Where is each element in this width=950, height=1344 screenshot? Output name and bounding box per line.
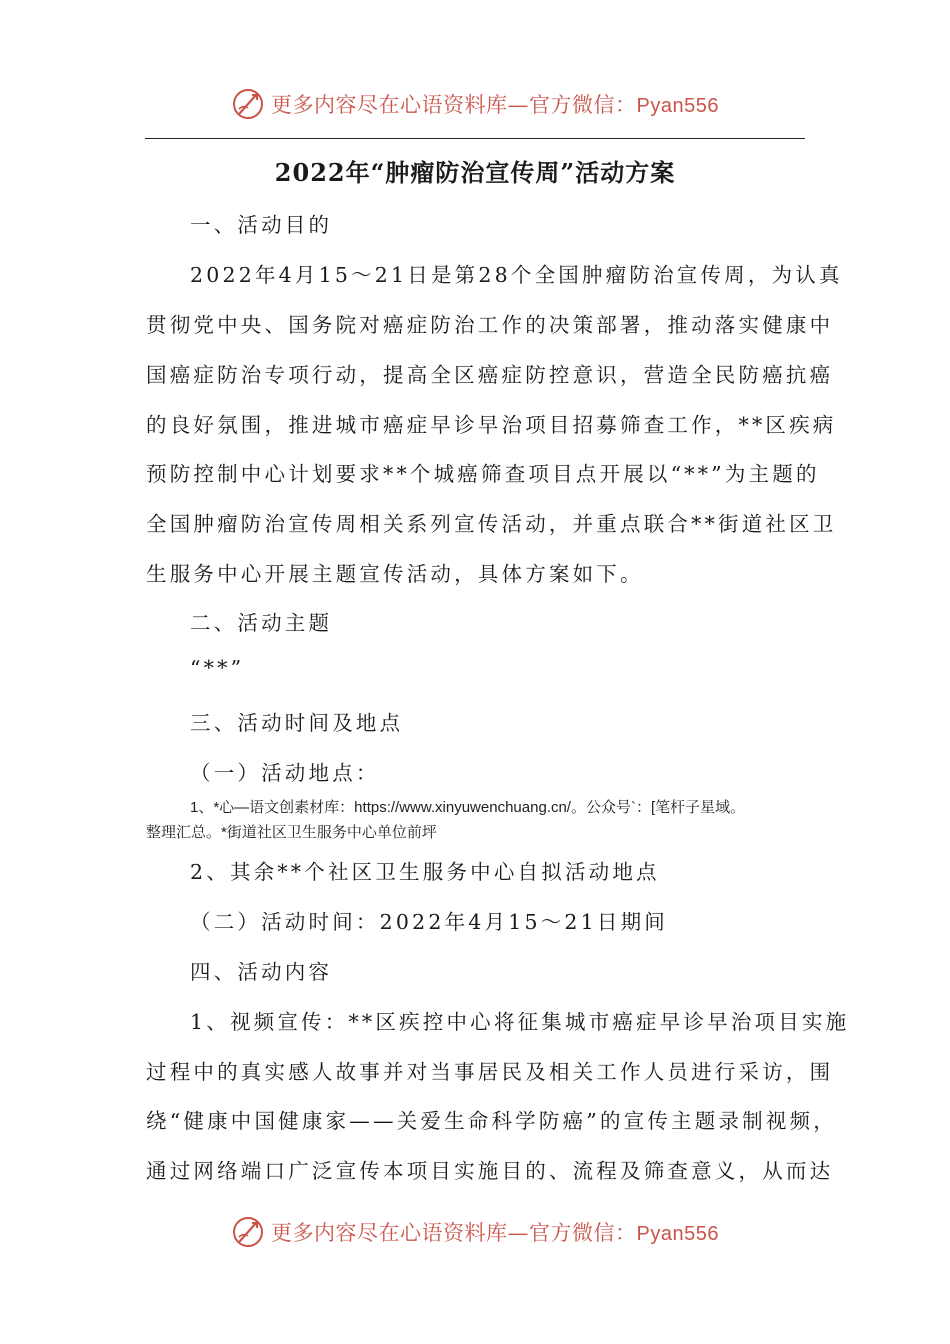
- paragraph-line: 贯彻党中央、国务院对癌症防治工作的决策部署，推动落实健康中: [146, 313, 834, 337]
- paragraph-line: 1、视频宣传：**区疾控中心将征集城市癌症早诊早治项目实施: [190, 1010, 850, 1034]
- document-title: 2022年“肿瘤防治宣传周”活动方案: [274, 158, 676, 187]
- subsection-heading: （二）活动时间：2022年4月15～21日期间: [190, 910, 668, 934]
- section-heading: 二、活动主题: [190, 611, 333, 635]
- section-heading: 一、活动目的: [190, 213, 333, 237]
- paragraph-line: 通过网络端口广泛宣传本项目实施目的、流程及筛查意义，从而达: [146, 1159, 834, 1183]
- paragraph-line: 绕“健康中国健康家——关爱生命科学防癌”的宣传主题录制视频，: [146, 1109, 837, 1133]
- quill-logo-icon: [231, 1215, 265, 1249]
- footer-banner: [0, 1212, 950, 1252]
- header-banner: [0, 84, 950, 124]
- paragraph-line: 的良好氛围，推进城市癌症早诊早治项目招募筛查工作，**区疾病: [146, 413, 837, 437]
- paragraph-line: 生服务中心开展主题宣传活动，具体方案如下。: [146, 562, 644, 586]
- banner-text: 更多内容尽在心语资料库—官方微信：Pyan556: [271, 1221, 719, 1245]
- paragraph-line: 全国肿瘤防治宣传周相关系列宣传活动，并重点联合**街道社区卫: [146, 512, 837, 536]
- subsection-heading: （一）活动地点：: [190, 761, 380, 785]
- header-rule: [145, 138, 805, 139]
- theme-text: “**”: [190, 656, 245, 680]
- section-heading: 三、活动时间及地点: [190, 711, 404, 735]
- paragraph-line: 过程中的真实感人故事并对当事居民及相关工作人员进行采访，围: [146, 1060, 834, 1084]
- paragraph-line-small: 整理汇总。*街道社区卫生服务中心单位前坪: [146, 824, 437, 841]
- paragraph-line: 2022年4月15～21日是第28个全国肿瘤防治宣传周，为认真: [190, 263, 843, 287]
- paragraph-line: 预防控制中心计划要求**个城癌筛查项目点开展以“**”为主题的: [146, 462, 820, 486]
- paragraph-line: 国癌症防治专项行动，提高全区癌症防控意识，营造全民防癌抗癌: [146, 363, 834, 387]
- banner-text: 更多内容尽在心语资料库—官方微信：Pyan556: [271, 93, 719, 117]
- quill-logo-icon: [231, 87, 265, 121]
- paragraph-line-small: 1、*心—语文创素材库：https://www.xinyuwenchuang.cn/。公众号`：[笔杆子星域。: [190, 799, 746, 816]
- section-heading: 四、活动内容: [190, 960, 333, 984]
- paragraph-line: 2、其余**个社区卫生服务中心自拟活动地点: [190, 860, 660, 884]
